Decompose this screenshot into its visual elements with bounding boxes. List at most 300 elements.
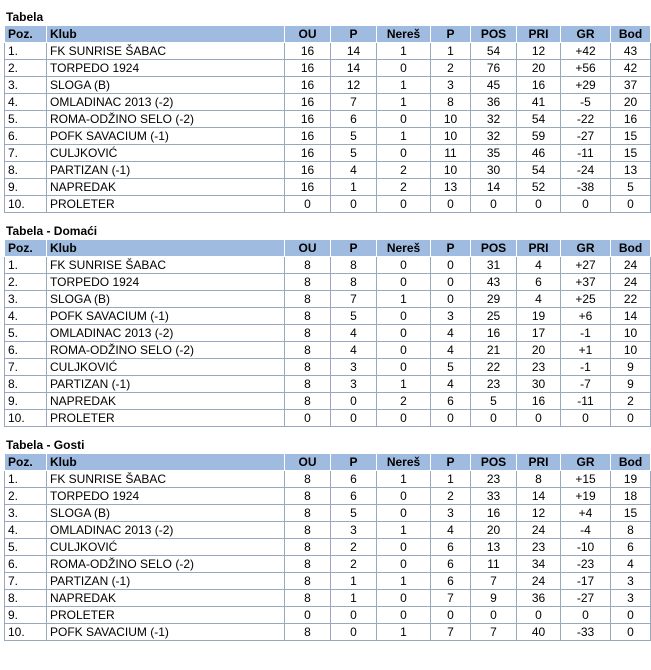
cell-position: 2. [5,60,47,77]
cell-position: 2. [5,274,47,291]
table-row [5,590,651,607]
cell-wins: 5 [331,308,377,325]
cell-played: 16 [285,162,331,179]
cell-played: 8 [285,274,331,291]
cell-club: NAPREDAK [47,590,285,607]
cell-club: POFK SAVACIUM (-1) [47,128,285,145]
column-header-wins: P [331,240,377,257]
cell-goals-against: 4 [517,257,561,274]
cell-draws: 0 [377,274,431,291]
cell-draws: 0 [377,111,431,128]
cell-played: 8 [285,590,331,607]
cell-goal-difference: -4 [561,522,611,539]
cell-position: 7. [5,359,47,376]
cell-goals-against: 17 [517,325,561,342]
cell-position: 4. [5,94,47,111]
cell-losses: 6 [431,573,471,590]
table-row [5,179,651,196]
cell-goal-difference: +25 [561,291,611,308]
table-row [5,128,651,145]
cell-played: 8 [285,393,331,410]
cell-points: 2 [611,393,651,410]
table-row [5,145,651,162]
cell-goals-for: 11 [471,556,517,573]
cell-goals-against: 12 [517,505,561,522]
cell-wins: 0 [331,196,377,213]
cell-draws: 1 [377,376,431,393]
cell-club: NAPREDAK [47,393,285,410]
table-row [5,291,651,308]
column-header-losses: P [431,240,471,257]
cell-goals-for: 29 [471,291,517,308]
cell-draws: 1 [377,94,431,111]
column-header-position: Poz. [5,240,47,257]
cell-goal-difference: +56 [561,60,611,77]
column-header-position: Poz. [5,26,47,43]
table-row [5,94,651,111]
cell-losses: 8 [431,94,471,111]
table-row [5,111,651,128]
cell-goals-against: 52 [517,179,561,196]
cell-goal-difference: -11 [561,145,611,162]
cell-goal-difference: -11 [561,393,611,410]
cell-club: ROMA-ODŽINO SELO (-2) [47,556,285,573]
cell-goals-against: 54 [517,162,561,179]
cell-club: CULJKOVIĆ [47,145,285,162]
cell-points: 16 [611,111,651,128]
cell-club: POFK SAVACIUM (-1) [47,308,285,325]
column-header-goals-for: POS [471,26,517,43]
cell-points: 9 [611,376,651,393]
cell-goal-difference: 0 [561,196,611,213]
cell-goals-for: 0 [471,607,517,624]
table-row [5,77,651,94]
cell-points: 43 [611,43,651,60]
table-row [5,471,651,488]
cell-wins: 6 [331,111,377,128]
column-header-goals-for: POS [471,454,517,471]
standings-table [4,453,651,641]
cell-goals-against: 24 [517,522,561,539]
cell-played: 8 [285,257,331,274]
cell-played: 8 [285,556,331,573]
cell-draws: 0 [377,607,431,624]
section-title: Tabela - Domaći [6,224,98,238]
cell-wins: 1 [331,590,377,607]
cell-goals-for: 20 [471,522,517,539]
cell-played: 8 [285,325,331,342]
cell-points: 8 [611,522,651,539]
cell-wins: 4 [331,162,377,179]
header-row [5,26,651,43]
cell-position: 8. [5,590,47,607]
cell-losses: 1 [431,471,471,488]
cell-played: 0 [285,410,331,427]
standings-table [4,239,651,427]
cell-goals-for: 45 [471,77,517,94]
cell-goals-against: 19 [517,308,561,325]
cell-wins: 3 [331,376,377,393]
cell-wins: 7 [331,291,377,308]
cell-goals-against: 16 [517,77,561,94]
column-header-played: OU [285,240,331,257]
cell-goal-difference: -27 [561,128,611,145]
cell-club: PARTIZAN (-1) [47,376,285,393]
cell-club: PROLETER [47,196,285,213]
cell-points: 5 [611,179,651,196]
cell-points: 4 [611,556,651,573]
column-header-goals-against: PRI [517,26,561,43]
cell-wins: 5 [331,145,377,162]
cell-position: 5. [5,539,47,556]
cell-draws: 0 [377,488,431,505]
cell-goal-difference: -1 [561,325,611,342]
cell-goals-against: 6 [517,274,561,291]
cell-draws: 1 [377,291,431,308]
cell-played: 16 [285,128,331,145]
cell-goal-difference: -10 [561,539,611,556]
cell-played: 16 [285,94,331,111]
cell-goals-for: 13 [471,539,517,556]
cell-points: 37 [611,77,651,94]
cell-losses: 2 [431,60,471,77]
cell-losses: 10 [431,162,471,179]
cell-goal-difference: 0 [561,410,611,427]
cell-club: SLOGA (B) [47,291,285,308]
cell-played: 8 [285,522,331,539]
table-row [5,43,651,60]
cell-position: 9. [5,393,47,410]
table-row [5,376,651,393]
cell-losses: 6 [431,556,471,573]
cell-goals-for: 22 [471,359,517,376]
cell-goals-for: 0 [471,410,517,427]
cell-club: POFK SAVACIUM (-1) [47,624,285,641]
cell-wins: 5 [331,128,377,145]
column-header-played: OU [285,26,331,43]
cell-club: FK SUNRISE ŠABAC [47,471,285,488]
cell-club: TORPEDO 1924 [47,488,285,505]
cell-goals-against: 23 [517,539,561,556]
cell-wins: 14 [331,43,377,60]
cell-goals-against: 20 [517,60,561,77]
cell-goals-against: 8 [517,471,561,488]
cell-goals-for: 25 [471,308,517,325]
cell-losses: 0 [431,196,471,213]
cell-losses: 0 [431,607,471,624]
cell-goals-against: 41 [517,94,561,111]
column-header-goal-difference: GR [561,240,611,257]
table-row [5,274,651,291]
cell-draws: 1 [377,573,431,590]
cell-wins: 6 [331,488,377,505]
cell-goals-against: 46 [517,145,561,162]
cell-position: 5. [5,111,47,128]
cell-goal-difference: +15 [561,471,611,488]
cell-position: 10. [5,410,47,427]
cell-played: 0 [285,196,331,213]
cell-draws: 0 [377,196,431,213]
cell-goal-difference: -23 [561,556,611,573]
cell-goals-for: 7 [471,624,517,641]
table-row [5,410,651,427]
cell-position: 9. [5,607,47,624]
cell-position: 1. [5,471,47,488]
cell-club: NAPREDAK [47,179,285,196]
cell-points: 15 [611,145,651,162]
cell-goals-against: 36 [517,590,561,607]
cell-played: 8 [285,342,331,359]
column-header-goals-against: PRI [517,454,561,471]
cell-played: 8 [285,505,331,522]
cell-draws: 0 [377,145,431,162]
cell-club: OMLADINAC 2013 (-2) [47,94,285,111]
cell-goals-against: 24 [517,573,561,590]
cell-club: FK SUNRISE ŠABAC [47,43,285,60]
cell-position: 6. [5,342,47,359]
cell-goals-against: 0 [517,607,561,624]
cell-points: 0 [611,196,651,213]
cell-played: 8 [285,291,331,308]
cell-points: 18 [611,488,651,505]
table-row [5,257,651,274]
cell-wins: 0 [331,410,377,427]
cell-points: 0 [611,410,651,427]
cell-goals-for: 36 [471,94,517,111]
cell-goals-for: 23 [471,471,517,488]
cell-points: 22 [611,291,651,308]
cell-club: SLOGA (B) [47,77,285,94]
cell-position: 3. [5,505,47,522]
cell-losses: 2 [431,488,471,505]
cell-draws: 0 [377,359,431,376]
cell-points: 13 [611,162,651,179]
cell-points: 24 [611,274,651,291]
cell-goals-for: 76 [471,60,517,77]
cell-goals-for: 35 [471,145,517,162]
cell-wins: 4 [331,325,377,342]
cell-played: 16 [285,145,331,162]
cell-played: 8 [285,573,331,590]
table-row [5,488,651,505]
cell-played: 8 [285,359,331,376]
cell-points: 10 [611,325,651,342]
cell-losses: 6 [431,539,471,556]
cell-goal-difference: +4 [561,505,611,522]
cell-points: 14 [611,308,651,325]
cell-losses: 1 [431,43,471,60]
cell-position: 7. [5,145,47,162]
cell-position: 7. [5,573,47,590]
cell-points: 15 [611,505,651,522]
cell-goals-for: 54 [471,43,517,60]
cell-position: 10. [5,624,47,641]
cell-position: 3. [5,291,47,308]
cell-wins: 2 [331,556,377,573]
cell-losses: 10 [431,128,471,145]
cell-losses: 0 [431,257,471,274]
cell-goals-against: 14 [517,488,561,505]
standings-section-overall [4,10,643,213]
cell-position: 10. [5,196,47,213]
cell-position: 8. [5,162,47,179]
cell-draws: 0 [377,410,431,427]
cell-wins: 4 [331,342,377,359]
table-row [5,573,651,590]
standings-table [4,25,651,213]
column-header-losses: P [431,26,471,43]
cell-points: 42 [611,60,651,77]
column-header-draws: Nereš [377,240,431,257]
column-header-goal-difference: GR [561,454,611,471]
cell-club: ROMA-ODŽINO SELO (-2) [47,342,285,359]
cell-wins: 3 [331,522,377,539]
cell-played: 8 [285,376,331,393]
cell-played: 16 [285,60,331,77]
cell-goals-against: 4 [517,291,561,308]
column-header-draws: Nereš [377,454,431,471]
cell-goal-difference: -5 [561,94,611,111]
cell-points: 24 [611,257,651,274]
cell-draws: 1 [377,522,431,539]
cell-draws: 0 [377,60,431,77]
cell-losses: 3 [431,308,471,325]
cell-goals-for: 23 [471,376,517,393]
cell-draws: 2 [377,179,431,196]
cell-losses: 4 [431,342,471,359]
cell-goals-against: 12 [517,43,561,60]
cell-wins: 1 [331,179,377,196]
cell-goals-for: 14 [471,179,517,196]
cell-points: 0 [611,607,651,624]
cell-played: 16 [285,43,331,60]
cell-draws: 1 [377,77,431,94]
cell-goals-for: 16 [471,325,517,342]
table-row [5,60,651,77]
cell-played: 8 [285,539,331,556]
cell-position: 2. [5,488,47,505]
cell-goal-difference: -38 [561,179,611,196]
cell-wins: 8 [331,257,377,274]
cell-losses: 3 [431,77,471,94]
cell-losses: 0 [431,410,471,427]
cell-position: 5. [5,325,47,342]
cell-wins: 5 [331,505,377,522]
cell-goals-against: 23 [517,359,561,376]
cell-club: FK SUNRISE ŠABAC [47,257,285,274]
cell-club: PARTIZAN (-1) [47,162,285,179]
cell-points: 19 [611,471,651,488]
cell-wins: 12 [331,77,377,94]
cell-club: SLOGA (B) [47,505,285,522]
column-header-wins: P [331,26,377,43]
cell-points: 0 [611,624,651,641]
cell-goal-difference: +37 [561,274,611,291]
cell-goal-difference: +29 [561,77,611,94]
table-row [5,308,651,325]
cell-goal-difference: 0 [561,607,611,624]
table-row [5,342,651,359]
column-header-points: Bod [611,26,651,43]
cell-played: 16 [285,111,331,128]
cell-club: PROLETER [47,607,285,624]
cell-draws: 0 [377,505,431,522]
cell-wins: 7 [331,94,377,111]
table-row [5,624,651,641]
cell-wins: 2 [331,539,377,556]
cell-points: 9 [611,359,651,376]
cell-goals-for: 0 [471,196,517,213]
cell-goal-difference: -17 [561,573,611,590]
cell-losses: 3 [431,505,471,522]
cell-position: 4. [5,308,47,325]
cell-goal-difference: -1 [561,359,611,376]
cell-goal-difference: -7 [561,376,611,393]
cell-played: 8 [285,471,331,488]
cell-wins: 8 [331,274,377,291]
cell-points: 15 [611,128,651,145]
cell-club: OMLADINAC 2013 (-2) [47,522,285,539]
table-row [5,359,651,376]
cell-goals-for: 9 [471,590,517,607]
cell-goal-difference: +19 [561,488,611,505]
table-row [5,393,651,410]
cell-played: 0 [285,607,331,624]
column-header-club: Klub [47,454,285,471]
cell-position: 9. [5,179,47,196]
cell-goals-for: 32 [471,111,517,128]
cell-goal-difference: -24 [561,162,611,179]
cell-losses: 11 [431,145,471,162]
column-header-club: Klub [47,240,285,257]
cell-losses: 13 [431,179,471,196]
table-row [5,505,651,522]
cell-points: 10 [611,342,651,359]
cell-losses: 4 [431,325,471,342]
cell-draws: 0 [377,590,431,607]
cell-goals-against: 0 [517,196,561,213]
cell-played: 16 [285,77,331,94]
cell-goal-difference: +1 [561,342,611,359]
cell-draws: 0 [377,539,431,556]
cell-points: 20 [611,94,651,111]
cell-goals-for: 32 [471,128,517,145]
cell-losses: 0 [431,291,471,308]
cell-played: 16 [285,179,331,196]
column-header-points: Bod [611,240,651,257]
column-header-club: Klub [47,26,285,43]
cell-points: 6 [611,539,651,556]
cell-played: 8 [285,488,331,505]
cell-goal-difference: +42 [561,43,611,60]
cell-draws: 1 [377,43,431,60]
cell-played: 8 [285,624,331,641]
cell-draws: 0 [377,308,431,325]
cell-goals-against: 30 [517,376,561,393]
cell-wins: 6 [331,471,377,488]
cell-wins: 14 [331,60,377,77]
cell-points: 3 [611,573,651,590]
table-row [5,556,651,573]
cell-position: 6. [5,128,47,145]
cell-draws: 0 [377,342,431,359]
cell-losses: 0 [431,274,471,291]
cell-club: TORPEDO 1924 [47,274,285,291]
cell-losses: 10 [431,111,471,128]
cell-wins: 0 [331,393,377,410]
cell-goals-for: 43 [471,274,517,291]
cell-club: ROMA-ODŽINO SELO (-2) [47,111,285,128]
